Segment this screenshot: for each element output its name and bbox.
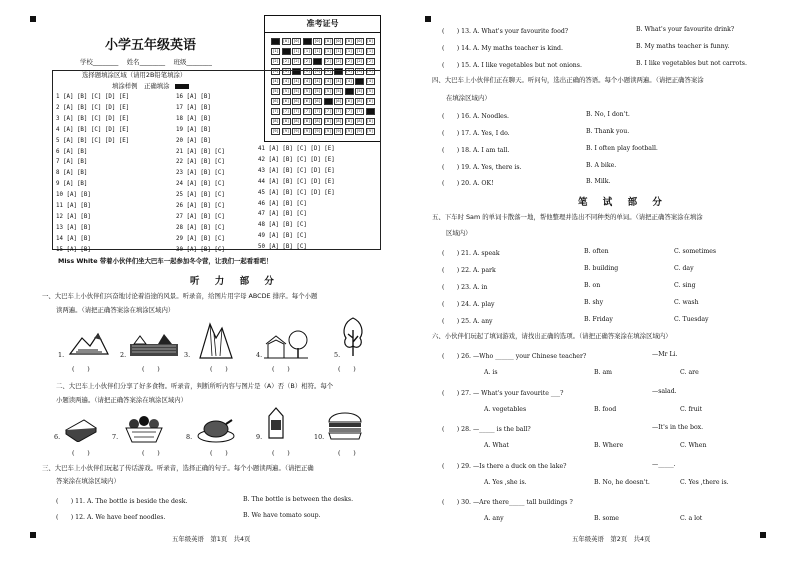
admission-digit-cell[interactable]: [4] [314, 79, 321, 83]
admission-digit-cell[interactable]: [2] [314, 59, 321, 63]
admission-digit-cell[interactable]: [6] [324, 99, 332, 103]
answer-row[interactable]: 23 [A] [B] [C] [176, 170, 225, 177]
admission-digit-cell[interactable]: [6] [272, 99, 279, 103]
option-a: A. vegetables [484, 405, 527, 413]
answer-row[interactable]: 2 [A] [B] [C] [D] [E] [56, 104, 130, 111]
option-b: B. Thank you. [586, 128, 630, 135]
answer-blank[interactable]: ( ) [210, 449, 228, 457]
admission-digit-cell[interactable]: [7] [366, 109, 374, 113]
admission-digit-cell[interactable]: [4] [345, 79, 353, 83]
admission-title: 准考证号 [265, 16, 380, 33]
pic-label: 2. [120, 351, 127, 359]
admission-digit-cell[interactable]: [1] [282, 49, 290, 53]
option-b: B. My maths teacher is funny. [636, 43, 730, 50]
section1-text2: 读两遍。（请把正确答案涂在填涂区域内） [56, 306, 175, 314]
admission-digit-cell[interactable]: [3] [324, 69, 332, 73]
admission-digit-cell[interactable]: [0] [324, 39, 332, 43]
option-b: B. on [584, 282, 601, 289]
answer-row[interactable]: 8 [A] [B] [56, 170, 88, 177]
pic-label: 10. [314, 433, 325, 441]
option-a: A. What [484, 442, 509, 449]
admission-digit-cell[interactable]: [3] [314, 69, 321, 73]
answer-row[interactable]: 17 [A] [B] [176, 104, 211, 111]
answer-row[interactable]: 7 [A] [B] [56, 159, 88, 166]
section5-text2: 区域内） [446, 229, 472, 237]
option-a: A. any [484, 515, 504, 522]
admission-digit-cell[interactable]: [4] [293, 79, 300, 83]
name-label: 姓名 [126, 58, 140, 66]
answer-blank[interactable]: ( ) [72, 365, 90, 373]
answer-row[interactable]: 26 [A] [B] [C] [176, 203, 225, 209]
option-c: C. sometimes [674, 248, 717, 255]
admission-digit-cell[interactable]: [0] [335, 39, 342, 43]
admission-digit-cell[interactable]: [6] [314, 99, 321, 103]
admission-digit-cell[interactable]: [0] [293, 39, 300, 43]
option-b: B. some [594, 515, 619, 522]
admission-digit-cell[interactable]: [8] [303, 119, 311, 123]
admission-digit-cell[interactable]: [4] [303, 79, 311, 83]
question-reply: —_____. [652, 460, 676, 468]
section1-text: 一、大巴车上小伙伴们兴奋地讨论着沿途的风景。听录音，给图片用字母 ABCDE 排序。每个小题 [42, 292, 318, 300]
section4-text: 四、大巴车上小伙伴们正在聊天。听问句，选出正确的答语。每个小题读两遍。（请把正确答案涂 [432, 76, 704, 84]
admission-digit-cell[interactable]: [1] [272, 49, 279, 53]
answer-row[interactable]: 28 [A] [B] [C] [176, 224, 225, 231]
milk-carton-icon [266, 406, 286, 440]
answer-row[interactable]: 11 [A] [B] [56, 203, 91, 209]
answer-row[interactable]: 13 [A] [B] [56, 224, 91, 231]
admission-digit-cell[interactable]: [0] [314, 39, 321, 43]
question-14: ( ) 14. A. My maths teacher is kind. [442, 45, 563, 52]
admission-digit-cell[interactable]: [2] [303, 59, 311, 63]
admission-digit-cell[interactable]: [0] [356, 39, 363, 43]
answer-row[interactable]: 47 [A] [B] [C] [258, 211, 307, 218]
option-b: B. building [584, 265, 619, 272]
question-stem: ( ) 30. —Are there_____ tall buildings ? [442, 499, 573, 506]
option-b: B. Friday [584, 316, 613, 323]
admission-digit-cell[interactable]: [5] [272, 89, 279, 93]
admission-digit-cell[interactable]: [8] [272, 119, 279, 123]
admission-digit-cell[interactable]: [3] [366, 69, 374, 73]
admission-digit-cell[interactable]: [9] [324, 129, 332, 133]
tree-icon [340, 316, 366, 358]
fill-example: 填涂样例 正确填涂 [112, 83, 189, 91]
question-13: ( ) 13. A. What's your favourite food? [442, 28, 569, 35]
admission-digit-cell[interactable]: [8] [366, 119, 374, 123]
admission-digit-cell[interactable]: [4] [356, 79, 363, 83]
answer-row[interactable]: 5 [A] [B] [C] [D] [E] [56, 137, 130, 144]
option-b: B. We have tomato soup. [243, 512, 321, 519]
sandwich-icon [64, 416, 98, 442]
pic-label: 5. [334, 351, 341, 359]
option-b: B. I like vegetables but not carrots. [636, 60, 747, 67]
section2-text: 二、大巴车上小伙伴们分享了好多食物。听录音，判断所听内容与图片是（A）否（B）相符。每个 [56, 382, 334, 390]
question-15: ( ) 15. A. I like vegetables but not onions. [442, 62, 582, 69]
admission-digit-cell[interactable]: [9] [282, 129, 290, 133]
answer-row[interactable]: 42 [A] [B] [C] [D] [E] [258, 156, 335, 163]
fill-note: 选择题填涂区域（请用2B铅笔填涂） [82, 71, 187, 79]
admission-digit-cell[interactable]: [3] [345, 69, 353, 73]
answer-row[interactable]: 9 [A] [B] [56, 181, 88, 188]
admission-digit-cell[interactable]: [9] [345, 129, 353, 133]
answer-row[interactable]: 6 [A] [B] [56, 148, 88, 155]
question-21: ( ) 21. A. speak [442, 250, 500, 257]
exam-title: 小学五年级英语 [105, 38, 197, 53]
admission-digit-cell[interactable]: [1] [356, 49, 363, 53]
question-stem: ( ) 26. —Who ______ your Chinese teacher? [442, 353, 587, 360]
admission-digit-cell[interactable]: [5] [335, 89, 342, 93]
question-stem: ( ) 29. —Is there a duck on the lake? [442, 462, 567, 470]
pic-label: 4. [256, 351, 263, 359]
option-b: B. am [594, 369, 613, 376]
admission-digit-cell[interactable]: [3] [303, 69, 311, 73]
admission-digit-cell[interactable]: [0] [282, 39, 290, 43]
admission-digit-cell[interactable]: [2] [345, 59, 353, 63]
answer-blank[interactable]: ( ) [142, 365, 160, 373]
option-b: B. Where [594, 442, 624, 449]
question-stem: ( ) 28. —_____ is the ball? [442, 426, 531, 433]
pic-label: 6. [54, 433, 61, 441]
section4-text2: 在填涂区域内） [446, 94, 491, 102]
admission-digit-cell[interactable]: [7] [293, 109, 300, 113]
answer-row[interactable]: 14 [A] [B] [56, 235, 91, 242]
answer-row[interactable]: 15 [A] [B] [56, 246, 91, 253]
option-b: B. A bike. [586, 162, 617, 169]
admission-digit-cell[interactable]: [8] [356, 119, 363, 123]
answer-blank[interactable]: ( ) [272, 449, 290, 457]
option-b: B. often [584, 248, 609, 255]
section6-text: 六、小伙伴们玩起了填词游戏，请找出正确的选项。（请把正确答案涂在填涂区域内） [432, 332, 672, 340]
admission-digit-cell[interactable]: [6] [335, 99, 342, 103]
answer-blank[interactable]: ( ) [338, 449, 356, 457]
question-17: ( ) 17. A. Yes, I do. [442, 130, 510, 137]
section3-text: 三、大巴车上小伙伴们玩起了传话游戏。听录音，选择正确的句子。每个小题读两遍。（请把正确 [42, 464, 314, 472]
admission-digit-cell[interactable]: [7] [356, 109, 363, 113]
admission-digit-cell[interactable]: [8] [314, 119, 321, 123]
admission-digit-cell[interactable]: [7] [324, 109, 332, 113]
question-19: ( ) 19. A. Yes, there is. [442, 164, 522, 171]
pic-label: 7. [112, 433, 119, 441]
admission-digit-cell[interactable]: [4] [366, 79, 374, 83]
writing-title: 笔 试 部 分 [578, 197, 668, 208]
admission-digit-cell[interactable]: [8] [335, 119, 342, 123]
answer-row[interactable]: 27 [A] [B] [C] [176, 213, 225, 220]
answer-row[interactable]: 49 [A] [B] [C] [258, 233, 307, 240]
admission-digit-cell[interactable]: [6] [293, 99, 300, 103]
registration-mark [30, 16, 36, 22]
option-b: B. No, he doesn't. [594, 478, 650, 486]
admission-digit-cell[interactable]: [1] [335, 49, 342, 53]
question-11: ( ) 11. A. The bottle is beside the desk. [56, 498, 188, 505]
admission-digit-cell[interactable]: [1] [324, 49, 332, 53]
admission-digit-cell[interactable]: [2] [366, 59, 374, 63]
admission-digit-cell[interactable]: [5] [356, 89, 363, 93]
pagoda-tree-icon [262, 324, 310, 360]
answer-row[interactable]: 21 [A] [B] [C] [176, 148, 225, 155]
section2-text2: 小题读两遍。（请把正确答案涂在填涂区域内） [56, 396, 188, 404]
registration-mark [760, 532, 766, 538]
admission-digit-cell[interactable]: [4] [324, 79, 332, 83]
option-c: C. sing [674, 282, 696, 289]
answer-row[interactable]: 22 [A] [B] [C] [176, 159, 225, 166]
admission-digit-cell[interactable]: [3] [272, 69, 279, 73]
footer-right: 五年级英语 第2页 共4页 [572, 535, 651, 543]
admission-digit-cell[interactable]: [1] [314, 49, 321, 53]
roast-chicken-icon [196, 414, 236, 444]
admission-digit-cell[interactable]: [4] [282, 79, 290, 83]
option-a: A. is [484, 369, 498, 376]
admission-digit-cell[interactable]: [2] [272, 59, 279, 63]
admission-digit-cell[interactable]: [9] [366, 129, 374, 133]
admission-digit-cell[interactable]: [7] [314, 109, 321, 113]
answer-row[interactable]: 29 [A] [B] [C] [176, 235, 225, 242]
admission-digit-cell[interactable]: [9] [293, 129, 300, 133]
option-b: B. I often play football. [586, 145, 658, 152]
info-fields: 学校________ 姓名________ 班级________ [80, 58, 212, 66]
admission-digit-cell[interactable]: [7] [303, 109, 311, 113]
intro-text: Miss White 带着小伙伴们坐大巴车一起参加冬令营，让我们一起看看吧！ [58, 257, 273, 265]
pic-label: 9. [256, 433, 263, 441]
section5-text: 五、下车时 Sam 的单词卡散落一地，帮他整理并选出不同种类的单词。（请把正确答案涂在填涂 [432, 213, 703, 221]
answer-row[interactable]: 50 [A] [B] [C] [258, 244, 307, 251]
admission-digit-cell[interactable]: [2] [324, 59, 332, 63]
admission-digit-cell[interactable]: [9] [314, 129, 321, 133]
admission-digit-cell[interactable]: [9] [303, 129, 311, 133]
admission-digit-cell[interactable]: [0] [272, 39, 279, 43]
admission-digit-cell[interactable]: [8] [345, 119, 353, 123]
admission-digit-cell[interactable]: [6] [282, 99, 290, 103]
registration-mark [30, 532, 36, 538]
section3-text2: 答案涂在填涂区域内） [56, 477, 120, 485]
admission-digit-cell[interactable]: [0] [303, 39, 311, 43]
pic-label: 1. [58, 351, 65, 359]
question-stem: ( ) 27. — What's your favourite ___? [442, 389, 564, 397]
answer-row[interactable]: 25 [A] [B] [C] [176, 192, 225, 199]
admission-digit-cell[interactable]: [5] [282, 89, 290, 93]
listening-title: 听 力 部 分 [190, 276, 280, 287]
admission-digit-cell[interactable]: [5] [324, 89, 332, 93]
admission-digit-cell[interactable]: [5] [345, 89, 353, 93]
answer-blank[interactable]: ( ) [142, 449, 160, 457]
admission-digit-cell[interactable]: [9] [356, 129, 363, 133]
option-c: C. fruit [680, 405, 703, 413]
admission-digit-cell[interactable]: [1] [366, 49, 374, 53]
admission-digit-cell[interactable]: [4] [335, 79, 342, 83]
option-c: C. Tuesday [674, 316, 709, 323]
admission-digit-cell[interactable]: [0] [366, 39, 374, 43]
question-12: ( ) 12. A. We have beef noodles. [56, 514, 166, 521]
admission-digit-cell[interactable]: [7] [345, 109, 353, 113]
question-reply: —It's in the box. [652, 424, 704, 431]
admission-digit-cell[interactable]: [8] [282, 119, 290, 123]
admission-digit-cell[interactable]: [5] [314, 89, 321, 93]
admission-digit-cell[interactable]: [7] [335, 109, 342, 113]
answer-row[interactable]: 19 [A] [B] [176, 126, 211, 133]
admission-digit-cell[interactable]: [5] [293, 89, 300, 93]
admission-digit-cell[interactable]: [3] [356, 69, 363, 73]
admission-digit-cell[interactable]: [7] [272, 109, 279, 113]
answer-row[interactable]: 4 [A] [B] [C] [D] [E] [56, 126, 130, 133]
admission-digit-cell[interactable]: [9] [335, 129, 342, 133]
question-24: ( ) 24. A. play [442, 301, 495, 308]
admission-digit-cell[interactable]: [7] [282, 109, 290, 113]
admission-digit-cell[interactable]: [3] [335, 69, 342, 73]
option-b: B. No, I don't. [586, 111, 630, 118]
admission-digit-cell[interactable]: [1] [345, 49, 353, 53]
admission-digit-cell[interactable]: [8] [324, 119, 332, 123]
admission-digit-cell[interactable]: [2] [293, 59, 300, 63]
question-25: ( ) 25. A. any [442, 318, 493, 325]
admission-digit-cell[interactable]: [6] [366, 99, 374, 103]
answer-row[interactable]: 44 [A] [B] [C] [D] [E] [258, 178, 335, 185]
option-c: C. a lot [680, 515, 703, 522]
answer-row[interactable]: 41 [A] [B] [C] [D] [E] [258, 146, 335, 152]
option-a: A. Yes ,she is. [484, 478, 527, 486]
class-label: 班级 [173, 58, 187, 66]
admission-digit-cell[interactable]: [5] [366, 89, 374, 93]
option-b: B. Milk. [586, 178, 611, 185]
option-b: B. shy [584, 299, 604, 306]
option-c: C. day [674, 265, 694, 272]
option-c: C. are [680, 369, 699, 376]
mountain-scene-icon [68, 328, 110, 358]
admission-digit-cell[interactable]: [1] [303, 49, 311, 53]
admission-digit-cell[interactable]: [6] [345, 99, 353, 103]
option-b: B. What's your favourite drink? [636, 26, 735, 33]
option-b: B. The bottle is between the desks. [243, 496, 354, 503]
farm-field-icon [128, 330, 180, 358]
fruit-basket-icon [124, 414, 164, 444]
answer-row[interactable]: 12 [A] [B] [56, 213, 91, 220]
admission-digit-cell[interactable]: [3] [282, 69, 290, 73]
registration-mark [425, 16, 431, 22]
admission-digit-cell[interactable]: [6] [356, 99, 363, 103]
hamburger-icon [326, 408, 364, 442]
question-reply: —Mr Li. [652, 351, 678, 358]
answer-row[interactable]: 18 [A] [B] [176, 115, 211, 122]
question-20: ( ) 20. A. OK! [442, 180, 494, 187]
admission-digit-cell[interactable]: [2] [356, 59, 363, 63]
option-b: B. food [594, 405, 617, 413]
admission-digit-cell[interactable]: [9] [272, 129, 279, 133]
admission-digit-cell[interactable]: [1] [293, 49, 300, 53]
question-16: ( ) 16. A. Noodles. [442, 113, 509, 120]
answer-row[interactable]: 10 [A] [B] [56, 192, 91, 199]
rocky-mountain-icon [196, 320, 236, 360]
option-c: C. When [680, 442, 707, 449]
admission-digit-cell[interactable]: [5] [303, 89, 311, 93]
question-22: ( ) 22. A. park [442, 267, 496, 274]
answer-row[interactable]: 1 [A] [B] [C] [D] [E] [56, 94, 130, 100]
answer-row[interactable]: 16 [A] [B] [176, 94, 211, 100]
admission-digit-cell[interactable]: [4] [272, 79, 279, 83]
answer-row[interactable]: 30 [A] [B] [C] [176, 246, 225, 253]
admission-digit-cell[interactable]: [8] [293, 119, 300, 123]
question-23: ( ) 23. A. in [442, 284, 488, 291]
admission-digit-cell[interactable]: [0] [345, 39, 353, 43]
option-c: C. wash [674, 299, 699, 306]
pic-label: 3. [184, 351, 191, 359]
answer-blank[interactable]: ( ) [210, 365, 228, 373]
admission-digit-cell[interactable]: [3] [293, 69, 300, 73]
answer-row[interactable]: 45 [A] [B] [C] [D] [E] [258, 189, 335, 196]
answer-row[interactable]: 20 [A] [B] [176, 137, 211, 144]
answer-blank[interactable]: ( ) [272, 365, 290, 373]
question-reply: —salad. [652, 387, 677, 395]
answer-blank[interactable]: ( ) [72, 449, 90, 457]
pic-label: 8. [186, 433, 193, 441]
answer-row[interactable]: 46 [A] [B] [C] [258, 200, 307, 207]
option-c: C. Yes ,there is. [680, 478, 729, 486]
school-label: 学校 [80, 58, 93, 66]
footer-left: 五年级英语 第1页 共4页 [172, 535, 251, 543]
answer-row[interactable]: 48 [A] [B] [C] [258, 222, 307, 229]
answer-row[interactable]: 24 [A] [B] [C] [176, 181, 225, 188]
answer-row[interactable]: 43 [A] [B] [C] [D] [E] [258, 167, 335, 174]
admission-digit-cell[interactable]: [2] [335, 59, 342, 63]
admission-digit-cell[interactable]: [6] [303, 99, 311, 103]
admission-digit-cell[interactable]: [2] [282, 59, 290, 63]
answer-row[interactable]: 3 [A] [B] [C] [D] [E] [56, 115, 130, 122]
question-18: ( ) 18. A. I am tall. [442, 147, 510, 154]
answer-blank[interactable]: ( ) [338, 365, 356, 373]
